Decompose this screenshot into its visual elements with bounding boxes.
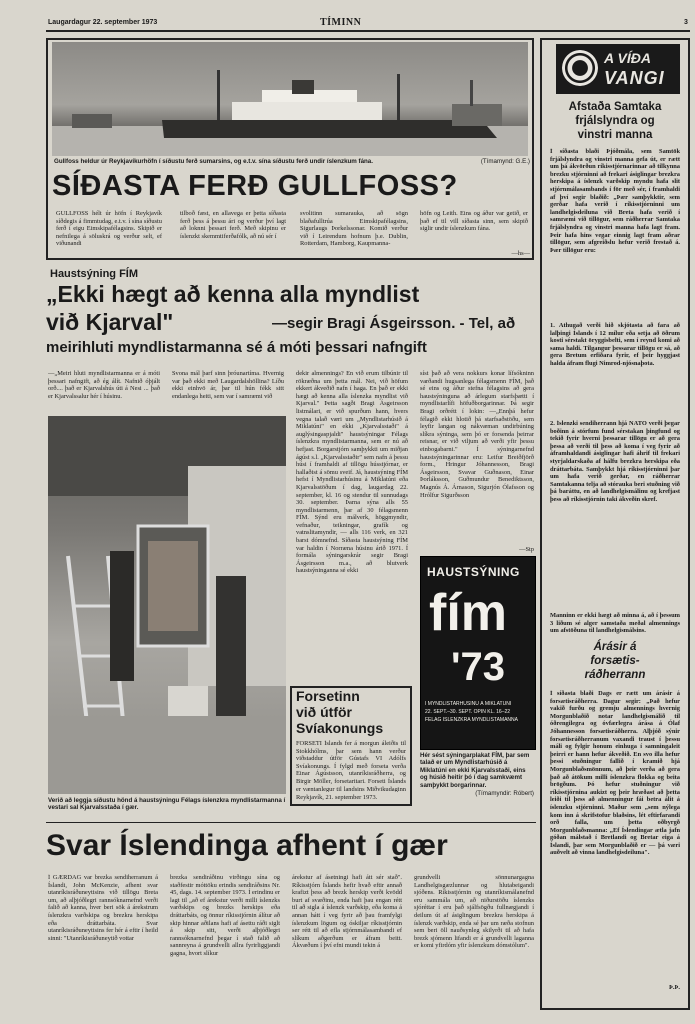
gullfoss-col-3: svolitinn sumarauka, að sögn blaðafulltrúa Eimskipafélagsins, Sigurlaugs Þorkelssonar. Komið verður við í Leirendum hofnum þ.e. Dublin, Rotterdam, Hamborg, Kaupmanna-	[300, 210, 408, 248]
sidebar-item-2: 2. Íslenzki sendiherrann hjá NATO verði þegar boðinn á stórfum fund sérstakan þingfund og tekið fyrir hverni þessarar tillögu er að gera þessa að verði til þess að koma í veg fyrir að áframhaldandi ásiglingar hafi áhrif til frekari styrjaldarskaða af hálfu brezkra herskipa eða dráttarbáta. Samþykkt hjá ríkisstjórninni þar um hafa verið gerðar, en ráðherrar Samtakanna telja að stórauka beri stuðning við þá baráttu, en að landhelgismálinu og krefjast þess að ríkisstjórnin taki ákveðin skref.	[550, 420, 680, 503]
poster-year: '73	[451, 645, 506, 689]
sidebar-signature: Þ.Þ.	[668, 984, 680, 991]
fim-col-2: Svona mál þarf sinn þróunartíma. Hvernig var það ekki með Laugardalshöllina? Líðu ekki einhvö ár, þar til hún fékk sitt endanlega heiti, sem var í samræmi við	[172, 370, 284, 400]
forsetinn-headline-2: við útför	[296, 704, 352, 720]
sidebar-item-1: 1. Athugað verði hið skjótasta að fara að lalþingi Íslands í 12 mílur eða setja að öðrum kosti sérstakt öryggisbelti, sem í reynd komi að sama haldi. Tilgangur þessarar tillögu er sá, að gera Bretum erfiðara fyrir, ef þeir hyggjast halda áfram flugi Nimrod-njósnaþota.	[550, 322, 680, 367]
arasir-headline-3: ráðherrann	[584, 669, 646, 681]
fim-exhibition-photo	[48, 416, 286, 794]
gullfoss-caption: Gullfoss heldur úr Reykjavíkurhöfn í síðustu ferð sumarsins, og e.t.v. sína síðustu ferð undir íslenzkum fána.	[54, 158, 373, 165]
svar-col-2: brezka sendiráðinu virðingu sína og staðfestir móttöku erindis sendiráðsins Nr. 45, dags. 14. september 1973. Í erindinu er lagt til „að ef árekstur verði milli íslenzks varðskips og brezks herskips eða dráttarbáts, og önnur ríkisstjórnin álítur að skip hinnar aðilans hafi af ásettu ráði siglt á skip sitt, verði alþjóðlegri rannsóknarnefnd þegar í stað falið að sannreyna á grundvelli allra fyrirliggjandi gagna, hvort slíkur	[170, 874, 280, 957]
fim-poster	[420, 556, 536, 750]
fim-col-3: dekir almennings? En við erum tilbúnir til rökræðna um þetta mál. Nei, við höfum ekkert ákveðið nafn í haga. En það er ekki hægt að kenna alla íslenzka myndlist við Kjarval." Þetta sagði Bragi Ásgeirsson listmálari, er við spurðum hann, hvers vegna talað væri um „Myndlistarhúsið á Miklatúni" en ekki „Kjarvalsstaði" á auglýsingaspjaldi" haustsýningar Félags íslenzkra myndlistarmanna, sem er nú að hefjast. Borgarstjórn samþykkti um miðjan ágúst s.l. „Kjarvalsstaðir" sem nafn á þessu húsi í framhaldi af tillögu hússtjórnar, er hallaðist á sömu sveif. Já, haustsýning FÍM hefst í Myndlistarhúsinu á Miklatúni eða Kjarvalsstöðum í dag, laugardag 22. september, kl. 16 og stendur til sunnudags 30. september. Þarna sýna alls 55 myndlistarmenn, þar af 30 félagsmenn FÍM. Sýnd eru málverk, höggmyndir, vefnaður, teikningar, grafík og vatnslitamyndir, — alls 116 verk, en 321 barst dómnefnd. Síðasta haustsýning FÍM var haldin í Norræna húsinu árið 1971. Í formála sýningarskrár segir Bragi Ásgeirsson m.a., að blutverk haustsýninganna sé ekki	[296, 370, 408, 575]
forsetinn-headline-1: Forsetinn	[296, 688, 360, 704]
logo-bottom: VANGI	[604, 68, 665, 88]
gullfoss-credit: (Tímamynd: G.E.)	[480, 158, 530, 165]
gullfoss-col-1: GULLFOSS hélt úr höfn í Reykjavík síðdegis á fimmtudag, e.t.v. í sína síðustu ferð í eigu Eimskipafélagsins. Skipið er nefnilega á söluskrá og verður selt, ef viðunandi	[56, 210, 162, 248]
poster-top: HAUSTSÝNING	[427, 565, 520, 579]
fim-headline-line2a: við Kjarval"	[46, 309, 174, 335]
sidebar-headline-2: frjálslyndra og	[575, 115, 655, 127]
sidebar-headline-3: vinstri manna	[577, 129, 653, 141]
poster-b3: FÉLAG ÍSLENZKRA MYNDLISTAMANNA	[425, 717, 518, 723]
arasir-headline-2: forsætis-	[590, 655, 640, 667]
forsetinn-headline-3: Svíakonungs	[296, 720, 384, 736]
page-number: 3	[684, 19, 688, 26]
svar-col-1: Í GÆRDAG var brezka sendiherranum á Íslandi, John McKenzie, afhent svar utanríkisráðuneytisins við tillögu Breta um, að alþjóðlegri rannsóknarnefnd verði falið að kanna, hver beri sök á árekstrum íslenzkra varðskipa og brezkra herskipa eða dráttarbáta. Svar utanríkisráðuneytisins fer hér á eftir í heild sinni: "Utanríkisráðuneytið vottar	[48, 874, 158, 942]
sunflower-icon	[562, 50, 598, 86]
ship-illustration	[52, 42, 528, 156]
fim-headline-line3: meirihluti myndlistarmanna sé á móti þessari nafngift	[46, 339, 427, 356]
arasir-headline-1: Árásir á	[593, 641, 637, 653]
fim-photo-caption: Verið að leggja síðustu hönd á haustsýningu Félags íslenzkra myndlistarmanna í vestari sal Kjarvalsstaða í gær.	[48, 797, 286, 812]
gullfoss-col-2: tilboð fæst, en allavega er þetta síðasta ferð þess á þessu ári og verður því lagt að loknni þessari ferð. Með skipinu er íslenzkt skemmtiferðafólk, að nú sér í	[180, 210, 286, 240]
forsetinn-signature: Reykjavík, 21. september 1973.	[296, 794, 378, 801]
poster-caption: Hér sést sýningarplakat FÍM, þar sem talað er um Myndlistarhúsið á Miklatúni en ekki Kjarvalsstaði, eins og húsið heitir þó í dag samkvæmt samþykkt borgarinnar.	[420, 752, 530, 789]
masthead-paper: TÍMINN	[320, 17, 362, 28]
logo-top: A VÍÐA	[604, 50, 651, 66]
fim-headline-line2b: —segir Bragi Ásgeirsson. - Tel, að	[272, 315, 516, 332]
sidebar-logo	[556, 44, 680, 94]
gullfoss-col-4: höfn og Leith. Eins og áður var getið, er það ef til vill síðasta sinn, sem skipið siglir undir íslenzkum fána.	[420, 210, 528, 233]
sidebar-body-1: Í síðasta blaði Þjóðmála, sem Samtök frjálslyndra og vinstri manna gefa út, er rætt um þá ákvörðun ríkisstjórnarinnar að tilkynna brezku stjórninni að frekari ásiglingar brezkra herskipa á íslenzk varðskip myndu hafa slit stjórnmálasambands í för með sér, í framhaldi af því segir blaðið: „Þær samþykktir, sem gerðar hafa verið í ríkisstjórninni um landhelgisdeiluna við Breta hafa verið í samræmi við tillögur, sem ráðherrar Samtaka frjálslyndra og vinstri manna hafa lagt fram. Þeir hafa hins vegar einnig lagt fram aðrar tillögur, sem afgreiðslu hefur verið frestað á. Þær tillögur eru:	[550, 148, 680, 254]
gullfoss-headline: SÍÐASTA FERÐ GULLFOSS?	[52, 170, 458, 202]
fim-headline-line1: „Ekki hægt að kenna alla myndlist	[46, 281, 420, 307]
fim-signature: —Stp	[519, 546, 534, 553]
svar-headline: Svar Íslendinga afhent í gær	[46, 829, 448, 862]
fim-kicker: Haustsýning FÍM	[50, 268, 139, 280]
gullfoss-photo	[52, 42, 528, 156]
poster-b1: Í MYNDLISTARHÚSINU Á MIKLATÚNI	[425, 701, 512, 707]
sidebar-closing: Manninn er ekki hægt að minna á, að í þessum 3 liðum sé alger samstaða meðal almennings um afstöðuna til landhelgismálsins.	[550, 612, 680, 635]
poster-mid: fím	[429, 584, 507, 642]
arasir-body: Í síðasta blaði Dags er rætt um árásir á forsætisráðherra. Dagur segir: „Það hefur vakið furðu og gremju almennings hvernig Morgunblaðið notar landhelgismálið til óðrengilegra og óvfærlegra árása á Ólaf Jóhannesson forsætisráðherra. Alþjóð sýnir forsætisráðherranum vaxandi traust í þessu máli og fylgir honum einhuga í samningaleit þeirri er hann hefur ákveðið. En svo illa hefur þessi stuðningur fallið í kramið hjá Morgunblaðsmönnum, að þeir verða að gera það að átökum milli íslenzkra flokka og beita brögðum. Þó hefur stuðningur við ríkisstjórnina aukizt og þeir hræðast að þetta leiði til þess að almenningur fái betra álit á íslenzku stjórninni. Maður sem „sem nýlega kom inn á skrifstofur blaðsins, lét eftirfarandi orð falla, um þetta oðbyrgð Morgunblaðsmanna: „Ef Íslendingar ætla jafn góðan málstað í Bretlandi og Bretar eiga á Íslandi, þar sem Morgunblaðið er — þá væri auðvelt að vinna landhelgisdeiluna".	[550, 690, 680, 857]
gullfoss-signature: —hs—	[511, 250, 530, 257]
fim-col-1: —„Meiri hluti myndlistarmanna er á móti þessari nafngift, að ég álít. Nafnið óþjált orð.... það er Kjarvalshús úti á Nesi ... það er Kjarvalssalur hér í húsinu.	[48, 370, 160, 400]
svar-col-4: grundvelli sönnunargagna Landhelgisgæzlunnar og hlutabeigandi sjóðens. Ríkisstjórnin og utanríkismálanefnd eru sammála um, að niðurstöðu íslenzks sjóréttar í eru það sjálfsögðu fullnægjandi í deilum út af ásiglingum brezkra herskipa á íslenzk varðskip, enda sé þar um ræða stofnun sem beri öll nauðsynleg skilyrði til að hafa brezk sjómenn lifandi er á grundvelli laganna er komi yfirdóm yfir íslenzkum dómstólum".	[414, 874, 534, 950]
masthead-date: Laugardagur 22. september 1973	[48, 19, 158, 26]
masthead-rule	[46, 30, 690, 32]
sidebar-headline-1: Afstaða Samtaka	[568, 101, 662, 113]
forsetinn-body: FORSETI Íslands fer á morgun áleiðis til Stokkhólms, þar sem hann verður viðstaddur útför Gústafs VI Adólfs Svíakonungs. Í fylgd með forseta verða Einar Ágústsson, utanríkisráðherra, og Birgir Möller, forsetaritari. Forseti Íslands er væntanlegur til landsins Miðvikudaginn	[296, 740, 406, 792]
svar-top-rule	[46, 822, 536, 823]
poster-b2: 22. SEPT.–30. SEPT. OPIN KL. 16–22	[425, 709, 511, 715]
fim-col-4: síst það að vera nokkurs konar lífsókninn varðandi hugsanlega félagsmenn FÍM, það sé eins og áður stefna félagsins að gera haustsýninguna að árlegum starfsþætti í myndlistarlífi höfuðborgarinnar. Þá segir Bragi orðrétt í lokin: —„Ennþá hefur félagið ekki hlotið þá starfsaðstöðu, sem leyfir langan og nákvæman undirbúning slíkra sýninga, sem þó er forsenda þeirrar reisnar, er við viljum að verði yfir þessu einbogabarni." Í sýningarnefnd haustsýningarinnar eru: Leifur Breiðfjörð form., Hringur Jóhannesson, Bragi Ásgeirsson, Svavar Guðnason, Einar Þorláksson, Guðmundur Benediktsson, Magnús Á. Árnason, Sigurjón Ólafsson og Hrólfur Sigurðsson	[420, 370, 534, 499]
poster-credit: (Tímamyndir: Róbert)	[475, 790, 534, 797]
svar-col-3: árekstur af ásetningi hafi átt sér stað". Ríkisstjórn Íslands hefir hvað eftir annað krafizt þess að brezk herskip verði kvödd burt af svæðinu, enda hafi þau engan rétt til að sigla á íslenzk varðskip, eða koma á annan hátt í veg fyrir að þau framfylgi íslenzkum lögum og óskiljar ríkisstjórnin ser rétt til að efla stjórnmálasambandi ef slíkum aðgerðum er áfram beitt. Ákvæðum í því efni mundi tekin á	[292, 874, 402, 950]
exhibition-scene	[48, 416, 286, 794]
